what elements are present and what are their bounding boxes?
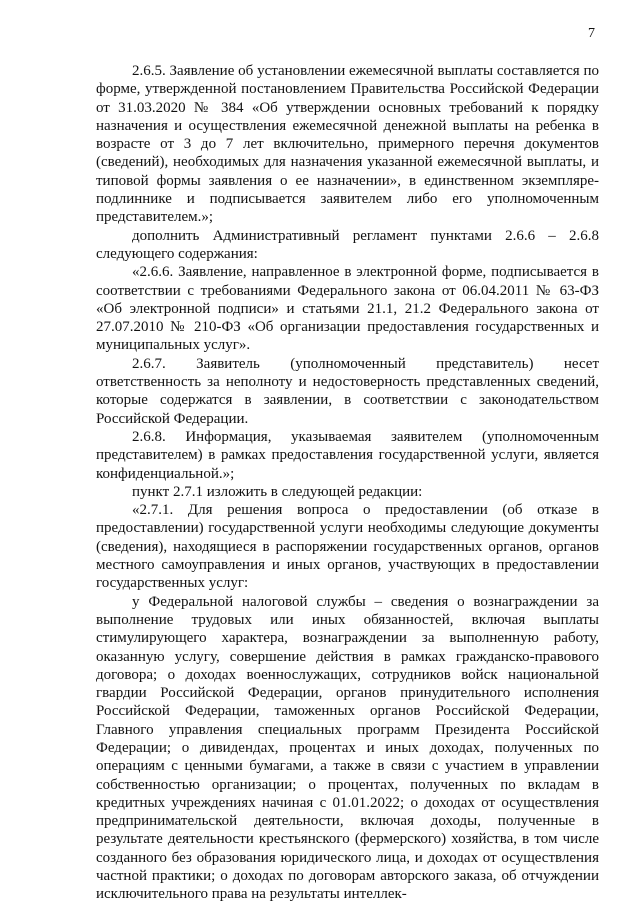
paragraph-2-6-8: 2.6.8. Информация, указываемая заявителем (уполномоченным представителем) в рамках предоставления государственной услуги, является конфиденциальной.»;: [96, 428, 599, 482]
page-number: 7: [588, 26, 595, 41]
paragraph-amendment-intro: дополнить Административный регламент пунктами 2.6.6 – 2.6.8 следующего содержания:: [96, 227, 599, 262]
paragraph-2-6-5: 2.6.5. Заявление об установлении ежемесячной выплаты составляется по форме, утвержденной постановлением Правительства Российской Федерации от 31.03.2020 № 384 «Об утверждении основных требований к порядку назначения и осуществления ежемесячной денежной выплаты на ребенка в возрасте от 3 до 7 лет включительно, примерного перечня документов (сведений), необходимых для назначения указанной ежемесячной выплаты, и типовой формы заявления о ее назначении», в единственном экземпляре-подлиннике и подписывается заявителем либо его уполномоченным представителем.»;: [96, 63, 599, 226]
document-body: [96, 62, 599, 904]
paragraph-2-6-7: 2.6.7. Заявитель (уполномоченный представитель) несет ответственность за неполноту и недостоверность представленных сведений, которые содержатся в заявлении, в соответствии с законодательством Российской Федерации.: [96, 355, 599, 427]
paragraph-2-7-1-intro: пункт 2.7.1 изложить в следующей редакции:: [132, 483, 423, 500]
paragraph-2-6-6: «2.6.6. Заявление, направленное в электронной форме, подписывается в соответствии с требованиями Федерального закона от 06.04.2011 № 63-ФЗ «Об электронной подписи» и статьями 21.1, 21.2 Федерального закона от 27.07.2010 № 210-ФЗ «Об организации предоставления государственных и муниципальных услуг».: [96, 264, 599, 354]
paragraph-fns-info: у Федеральной налоговой службы – сведения о вознаграждении за выполнение трудовых или иных обязанностей, включая выплаты стимулирующего характера, вознаграждении за выполненную работу, оказанную услугу, совершение действия в рамках гражданско-правового договора; о доходах военнослужащих, сотрудников войск национальной гвардии Российской Федерации, органов принудительного исполнения Российской Федерации, таможенных органов Российской Федерации, Главного управления специальных программ Президента Российской Федерации; о дивидендах, процентах и иных доходах, полученных по операциям с ценными бумагами, а также в связи с участием в управлении собственностью организации; о процентах, полученных по вкладам в кредитных учреждениях начиная с 01.01.2022; о доходах от осуществления предпринимательской деятельности, включая доходы, полученные в результате деятельности крестьянского (фермерского) хозяйства, в том числе созданного без образования юридического лица, и доходах от осуществления частной практики; о доходах по договорам авторского заказа, об отчуждении исключительного права на результаты интеллек-: [96, 593, 599, 903]
paragraph-2-7-1: «2.7.1. Для решения вопроса о предоставлении (об отказе в предоставлении) государственной услуги необходимы следующие документы (сведения), находящиеся в распоряжении государственных органов, органов местного самоуправления и иных органов, участвующих в предоставлении государственных услуг:: [96, 502, 599, 592]
